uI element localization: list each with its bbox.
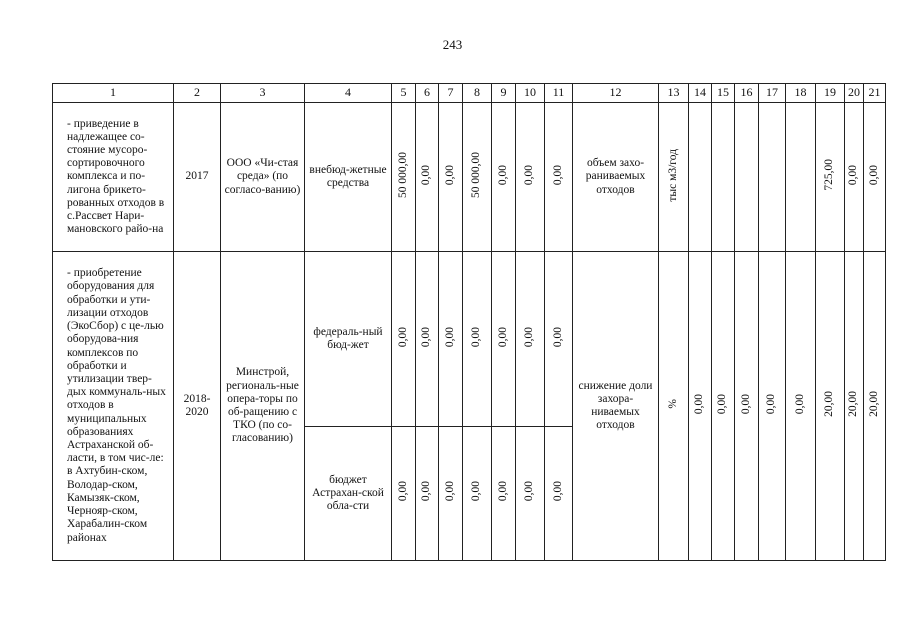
header-cell: 4 xyxy=(305,84,392,103)
header-cell: 19 xyxy=(816,84,845,103)
indicator-cell: объем захо-раниваемых отходов xyxy=(573,103,659,252)
value-cell: 0,00 xyxy=(516,103,545,252)
value-cell xyxy=(759,103,786,252)
value-cell xyxy=(786,103,816,252)
value-cell: 50 000,00 xyxy=(392,103,416,252)
funding-source-cell: бюджет Астрахан-ской обла-сти xyxy=(305,427,392,561)
header-cell: 5 xyxy=(392,84,416,103)
value-cell: 0,00 xyxy=(545,252,573,427)
value-cell xyxy=(689,103,712,252)
value-cell: 0,00 xyxy=(735,252,759,561)
value-cell: 0,00 xyxy=(545,427,573,561)
header-cell: 3 xyxy=(221,84,305,103)
value-cell: 0,00 xyxy=(392,252,416,427)
period-cell: 2018-2020 xyxy=(174,252,221,561)
value-cell: 0,00 xyxy=(786,252,816,561)
funding-source-cell: федераль-ный бюд-жет xyxy=(305,252,392,427)
header-cell: 16 xyxy=(735,84,759,103)
header-cell: 14 xyxy=(689,84,712,103)
value-cell: 20,00 xyxy=(845,252,864,561)
value-cell xyxy=(712,103,735,252)
value-cell: 0,00 xyxy=(516,427,545,561)
page-number: 243 xyxy=(442,37,463,52)
unit-cell: тыс м3/год xyxy=(659,103,689,252)
header-cell: 11 xyxy=(545,84,573,103)
value-cell: 0,00 xyxy=(463,252,492,427)
header-row xyxy=(53,84,886,103)
value-cell: 0,00 xyxy=(492,103,516,252)
header-cell: 10 xyxy=(516,84,545,103)
header-cell: 12 xyxy=(573,84,659,103)
header-cell: 7 xyxy=(439,84,463,103)
value-cell: 0,00 xyxy=(439,427,463,561)
value-cell: 50 000,00 xyxy=(463,103,492,252)
value-cell: 0,00 xyxy=(463,427,492,561)
value-cell: 0,00 xyxy=(759,252,786,561)
value-cell xyxy=(735,103,759,252)
value-cell: 0,00 xyxy=(845,103,864,252)
header-cell: 18 xyxy=(786,84,816,103)
value-cell: 0,00 xyxy=(516,252,545,427)
unit-cell: % xyxy=(659,252,689,561)
activity-description: - приведение в надлежащее со-стояние мусоро-сортировочного комплекса и по-лигона брикето-рованных отходов в с.Рассвет Нари-мановского райо-на xyxy=(53,103,174,252)
header-cell: 1 xyxy=(53,84,174,103)
value-cell: 20,00 xyxy=(816,252,845,561)
value-cell: 20,00 xyxy=(864,252,886,561)
value-cell: 0,00 xyxy=(392,427,416,561)
header-cell: 21 xyxy=(864,84,886,103)
header-cell: 8 xyxy=(463,84,492,103)
executor-cell: ООО «Чи-стая среда» (по согласо-ванию) xyxy=(221,103,305,252)
value-cell: 0,00 xyxy=(416,427,439,561)
value-cell: 0,00 xyxy=(492,252,516,427)
value-cell: 0,00 xyxy=(712,252,735,561)
value-cell: 0,00 xyxy=(689,252,712,561)
funding-source-cell: внебюд-жетные средства xyxy=(305,103,392,252)
table-row xyxy=(53,103,886,252)
indicator-cell: снижение доли захора-ниваемых отходов xyxy=(573,252,659,561)
value-cell: 0,00 xyxy=(416,252,439,427)
activity-description: - приобретение оборудования для обработки и ути-лизации отходов (ЭкоСбор) с це-лью оборудова-ния комплексов по обработки и утилизации твер-дых коммуналь-ных отходов в муниципальных образованиях Астраханской об-ласти, в том чис-ле: в Ахтубин-ском, Володар-ском, Камызяк-ском, Чернояр-ском, Харабалин-ском районах xyxy=(53,252,174,561)
header-cell: 13 xyxy=(659,84,689,103)
header-cell: 15 xyxy=(712,84,735,103)
header-cell: 20 xyxy=(845,84,864,103)
value-cell: 0,00 xyxy=(545,103,573,252)
value-cell: 0,00 xyxy=(439,103,463,252)
value-cell: 0,00 xyxy=(416,103,439,252)
executor-cell: Минстрой, региональ-ные опера-торы по об-ращению с ТКО (по со-гласованию) xyxy=(221,252,305,561)
period-cell: 2017 xyxy=(174,103,221,252)
value-cell: 0,00 xyxy=(864,103,886,252)
program-table xyxy=(52,83,886,561)
header-cell: 6 xyxy=(416,84,439,103)
header-cell: 9 xyxy=(492,84,516,103)
table-row xyxy=(53,252,886,427)
header-cell: 17 xyxy=(759,84,786,103)
value-cell: 0,00 xyxy=(492,427,516,561)
value-cell: 0,00 xyxy=(439,252,463,427)
value-cell: 725,00 xyxy=(816,103,845,252)
header-cell: 2 xyxy=(174,84,221,103)
